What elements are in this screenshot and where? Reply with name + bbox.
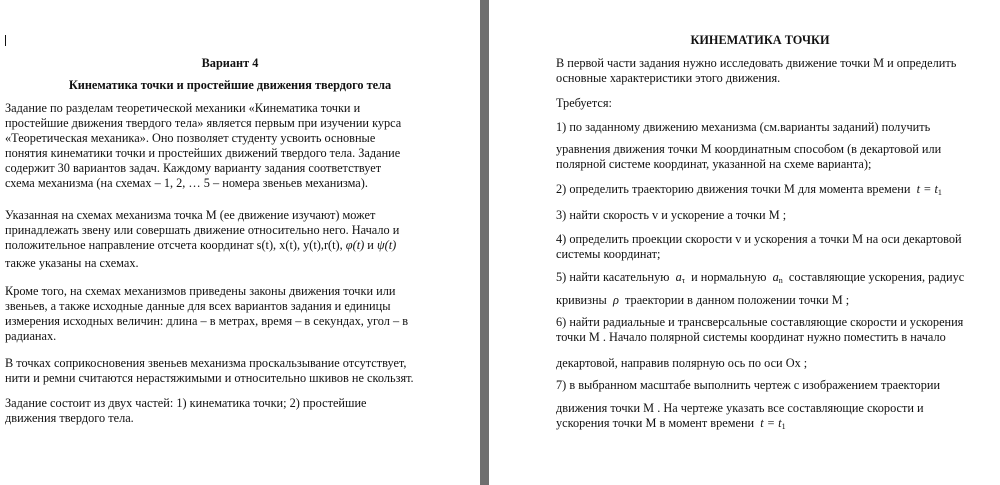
item-6-cont: декартовой, направив полярную ось по оси Ох ; [556, 356, 808, 370]
item-5: 5) найти касательную $a_\tau$ и нормальную $a_n$ составляющие ускорения, радиус кривизны ρ траектории в данном положении точки М ; [556, 270, 965, 307]
intro-paragraph: Задание по разделам теоретической механики «Кинематика точки и простейшие движения твердого тела» является первым при изучении курса «Теоретическая механика». Оно позволяет студенту усвоить основные понятия кинематики точки и простейших движений твердого тела. Задание содержит 30 вариантов задач. Каждому варианту задания соответствует схема механизма (на схемах – 1, 2, … 5 – номера звеньев механизма). [5, 101, 402, 190]
item-1-body: уравнения движения точки М координатным способом (в декартовой или полярной системе координат, указанной на схеме варианта); [556, 142, 942, 171]
contact-paragraph: В точках соприкосновения звеньев механизма проскальзывание отсутствует, нити и ремни считаются нерастяжимыми и относительно шкивов не скользят. [5, 356, 414, 385]
item-7-lead: 7) в выбранном масштабе выполнить чертеж с изображением траектории [556, 378, 941, 392]
kinematics-heading: КИНЕМАТИКА ТОЧКИ [690, 33, 830, 47]
item-3: 3) найти скорость v и ускорение a точки М ; [556, 208, 787, 222]
parts-paragraph: Задание состоит из двух частей: 1) кинематика точки; 2) простейшие движения твердого тела. [5, 396, 367, 425]
page-gutter [480, 0, 489, 485]
left-page [0, 0, 460, 485]
intro-text: В первой части задания нужно исследовать движение точки М и определить основные характеристики этого движения. [556, 56, 957, 85]
item-7-body: движения точки М . На чертеже указать все составляющие скорости и ускорения точки М в момент времени $t = t_1$ [556, 401, 924, 431]
item-2: 2) определить траекторию движения точки М для момента времени $t = t_1$ [556, 182, 942, 197]
item-1-lead: 1) по заданному движению механизма (см.варианты заданий) получить [556, 120, 931, 134]
text-cursor [5, 35, 6, 46]
item-6: 6) найти радиальные и трансверсальные составляющие скорости и ускорения точки М . Начало полярной системы координат нужно поместить в начало [556, 315, 964, 344]
right-page [505, 0, 1000, 485]
variant-title: Вариант 4 [201, 56, 259, 70]
item-4: 4) определить проекции скорости v и ускорения a точки М на оси декартовой системы координат; [556, 232, 962, 261]
section-title: Кинематика точки и простейшие движения твердого тела [68, 78, 392, 92]
required-label: Требуется: [556, 96, 612, 110]
point-m-paragraph: Указанная на схемах механизма точка М (ее движение изучают) может принадлежать звену или совершать движение относительно него. Начало и положительное направление отсчета координат s(t), x(t), y(t),r(t), φ(t) и ψ(t) также указаны на схемах. [5, 208, 400, 270]
laws-paragraph: Кроме того, на схемах механизмов приведены законы движения точки или звеньев, а также исходные данные для всех вариантов задания и единицы измерения исходных величин: длина – в метрах, время – в секундах, угол – в радианах. [5, 284, 409, 343]
